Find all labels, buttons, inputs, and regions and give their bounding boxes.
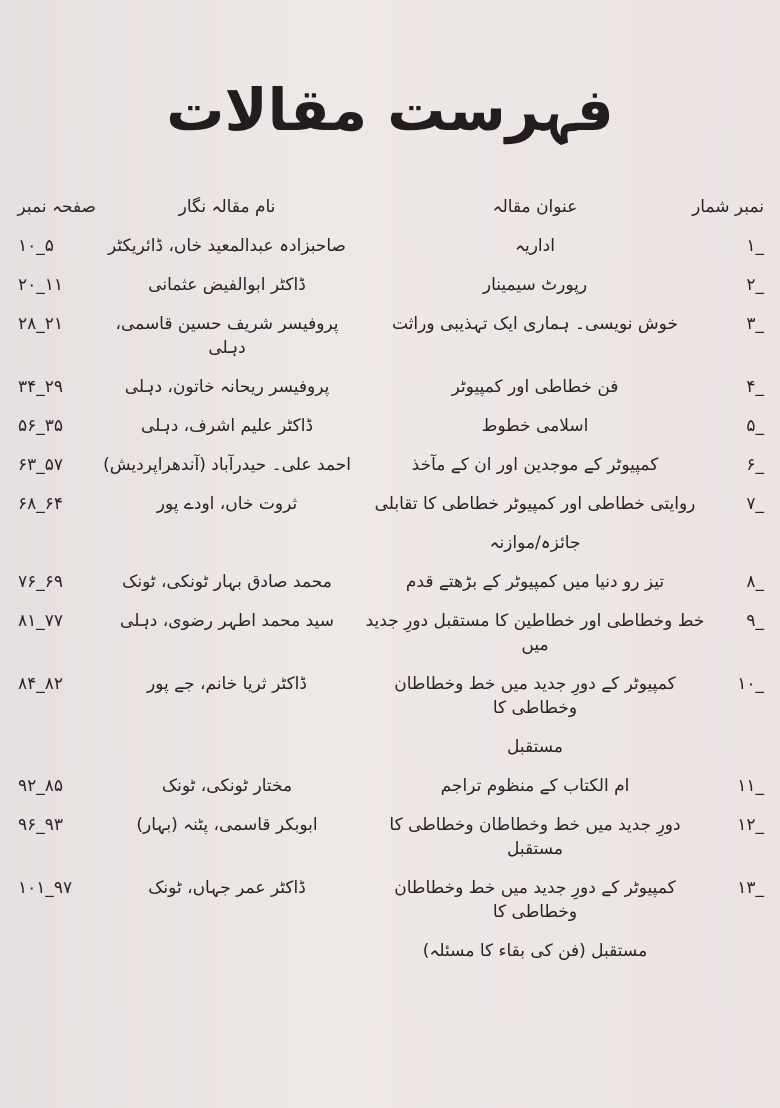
empty-cell xyxy=(96,728,358,743)
page-range: ۵۶_۳۵ xyxy=(18,416,64,436)
article-title: اسلامی خطوط xyxy=(481,416,589,436)
header-pages: صفحہ نمبر xyxy=(17,197,96,217)
toc-row xyxy=(18,446,764,485)
serial-number: ۲_ xyxy=(746,275,764,295)
author-name: ابوبکر قاسمی، پٹنہ (بہار) xyxy=(136,815,318,835)
article-title-continued: مستقبل xyxy=(506,737,563,757)
empty-cell xyxy=(18,932,96,947)
serial-number: ۸_ xyxy=(746,572,764,592)
toc-row xyxy=(18,563,764,602)
author-name: پروفیسر شریف حسین قاسمی، دہلی xyxy=(115,314,339,358)
header-article-title: عنوان مقالہ xyxy=(492,197,578,217)
toc-row xyxy=(18,602,764,665)
author-name: ڈاکٹر ابوالفیض عثمانی xyxy=(148,275,306,295)
page-range: ۸۴_۸۲ xyxy=(18,674,64,694)
toc-row xyxy=(18,227,764,266)
article-title: روایتی خطاطی اور کمپیوٹر خطاطی کا تقابلی xyxy=(374,494,696,514)
page-range: ۶۳_۵۷ xyxy=(18,455,64,475)
article-title: کمپیوٹر کے دورِ جدید میں خط وخطاطان وخطاطی کا xyxy=(394,674,676,718)
toc-row xyxy=(18,869,764,932)
article-title: فن خطاطی اور کمپیوٹر xyxy=(451,377,619,397)
serial-number: ۹_ xyxy=(746,611,764,631)
article-title: ام الکتاب کے منظوم تراجم xyxy=(440,776,630,796)
page-range: ۹۲_۸۵ xyxy=(18,776,64,796)
page-range: ۷۶_۶۹ xyxy=(18,572,64,592)
author-name: پروفیسر ریحانہ خاتون، دہلی xyxy=(124,377,330,397)
article-title: دورِ جدید میں خط وخطاطان وخطاطی کا مستقبل xyxy=(389,815,681,859)
serial-number: ۱۱_ xyxy=(737,776,764,796)
empty-cell xyxy=(712,524,764,539)
serial-number: ۴_ xyxy=(746,377,764,397)
page-range: ۶۸_۶۴ xyxy=(18,494,64,514)
article-title: خط وخطاطی اور خطاطین کا مستقبل دورِ جدید میں xyxy=(365,611,705,655)
toc-row xyxy=(18,407,764,446)
author-name: صاحبزادہ عبدالمعید خاں، ڈائریکٹر xyxy=(108,236,346,256)
page-range: ۳۴_۲۹ xyxy=(18,377,64,397)
toc-table xyxy=(18,188,764,971)
serial-number: ۱۲_ xyxy=(737,815,764,835)
empty-cell xyxy=(712,728,764,743)
table-header xyxy=(18,188,764,227)
page-title: فہرست مقالات xyxy=(166,76,614,144)
article-title-continued: جائزہ/موازنہ xyxy=(489,533,581,553)
author-name: سید محمد اطہر رضوی، دہلی xyxy=(120,611,334,631)
author-name: محمد صادق بہار ٹونکی، ٹونک xyxy=(122,572,332,592)
serial-number: ۱۳_ xyxy=(737,878,764,898)
author-name: مختار ٹونکی، ٹونک xyxy=(161,776,293,796)
toc-row xyxy=(18,266,764,305)
article-title: اداریہ xyxy=(515,236,555,256)
toc-row-continuation xyxy=(18,728,764,767)
page-range: ۸۱_۷۷ xyxy=(18,611,64,631)
toc-row xyxy=(18,767,764,806)
toc-row xyxy=(18,665,764,728)
toc-row xyxy=(18,368,764,407)
serial-number: ۳_ xyxy=(746,314,764,334)
page-range: ۲۸_۲۱ xyxy=(18,314,64,334)
page-range: ۱۰_۵ xyxy=(18,236,54,256)
article-title-continued: مستقبل (فن کی بقاء کا مسئلہ) xyxy=(422,941,648,961)
author-name: ثروت خاں، اودے پور xyxy=(156,494,298,514)
author-name: ڈاکٹر عمر جہاں، ٹونک xyxy=(148,878,306,898)
serial-number: ۱۰_ xyxy=(737,674,764,694)
page-range: ۲۰_۱۱ xyxy=(18,275,64,295)
empty-cell xyxy=(18,524,96,539)
article-title: کمپیوٹر کے دورِ جدید میں خط وخطاطان وخطاطی کا xyxy=(394,878,676,922)
toc-row-continuation xyxy=(18,932,764,971)
serial-number: ۶_ xyxy=(746,455,764,475)
empty-cell xyxy=(96,932,358,947)
serial-number: ۵_ xyxy=(746,416,764,436)
toc-row xyxy=(18,485,764,524)
author-name: ڈاکٹر علیم اشرف، دہلی xyxy=(140,416,314,436)
article-title: رپورٹ سیمینار xyxy=(482,275,588,295)
empty-cell xyxy=(96,524,358,539)
toc-row xyxy=(18,305,764,368)
article-title: خوش نویسی۔ ہماری ایک تہذیبی وراثت xyxy=(392,314,678,334)
author-name: احمد علی۔ حیدرآباد (آندھراپردیش) xyxy=(103,455,351,475)
empty-cell xyxy=(712,932,764,947)
page-range: ۱۰۱_۹۷ xyxy=(18,878,73,898)
author-name: ڈاکٹر ثریا خانم، جے پور xyxy=(147,674,307,694)
article-title: تیز رو دنیا میں کمپیوٹر کے بڑھتے قدم xyxy=(405,572,665,592)
serial-number: ۱_ xyxy=(746,236,764,256)
header-author: نام مقالہ نگار xyxy=(178,197,276,217)
empty-cell xyxy=(18,728,96,743)
article-title: کمپیوٹر کے موجدین اور ان کے مآخذ xyxy=(411,455,659,475)
toc-row-continuation xyxy=(18,524,764,563)
serial-number: ۷_ xyxy=(746,494,764,514)
page-range: ۹۶_۹۳ xyxy=(18,815,64,835)
header-serial: نمبر شمار xyxy=(692,197,764,217)
toc-row xyxy=(18,806,764,869)
